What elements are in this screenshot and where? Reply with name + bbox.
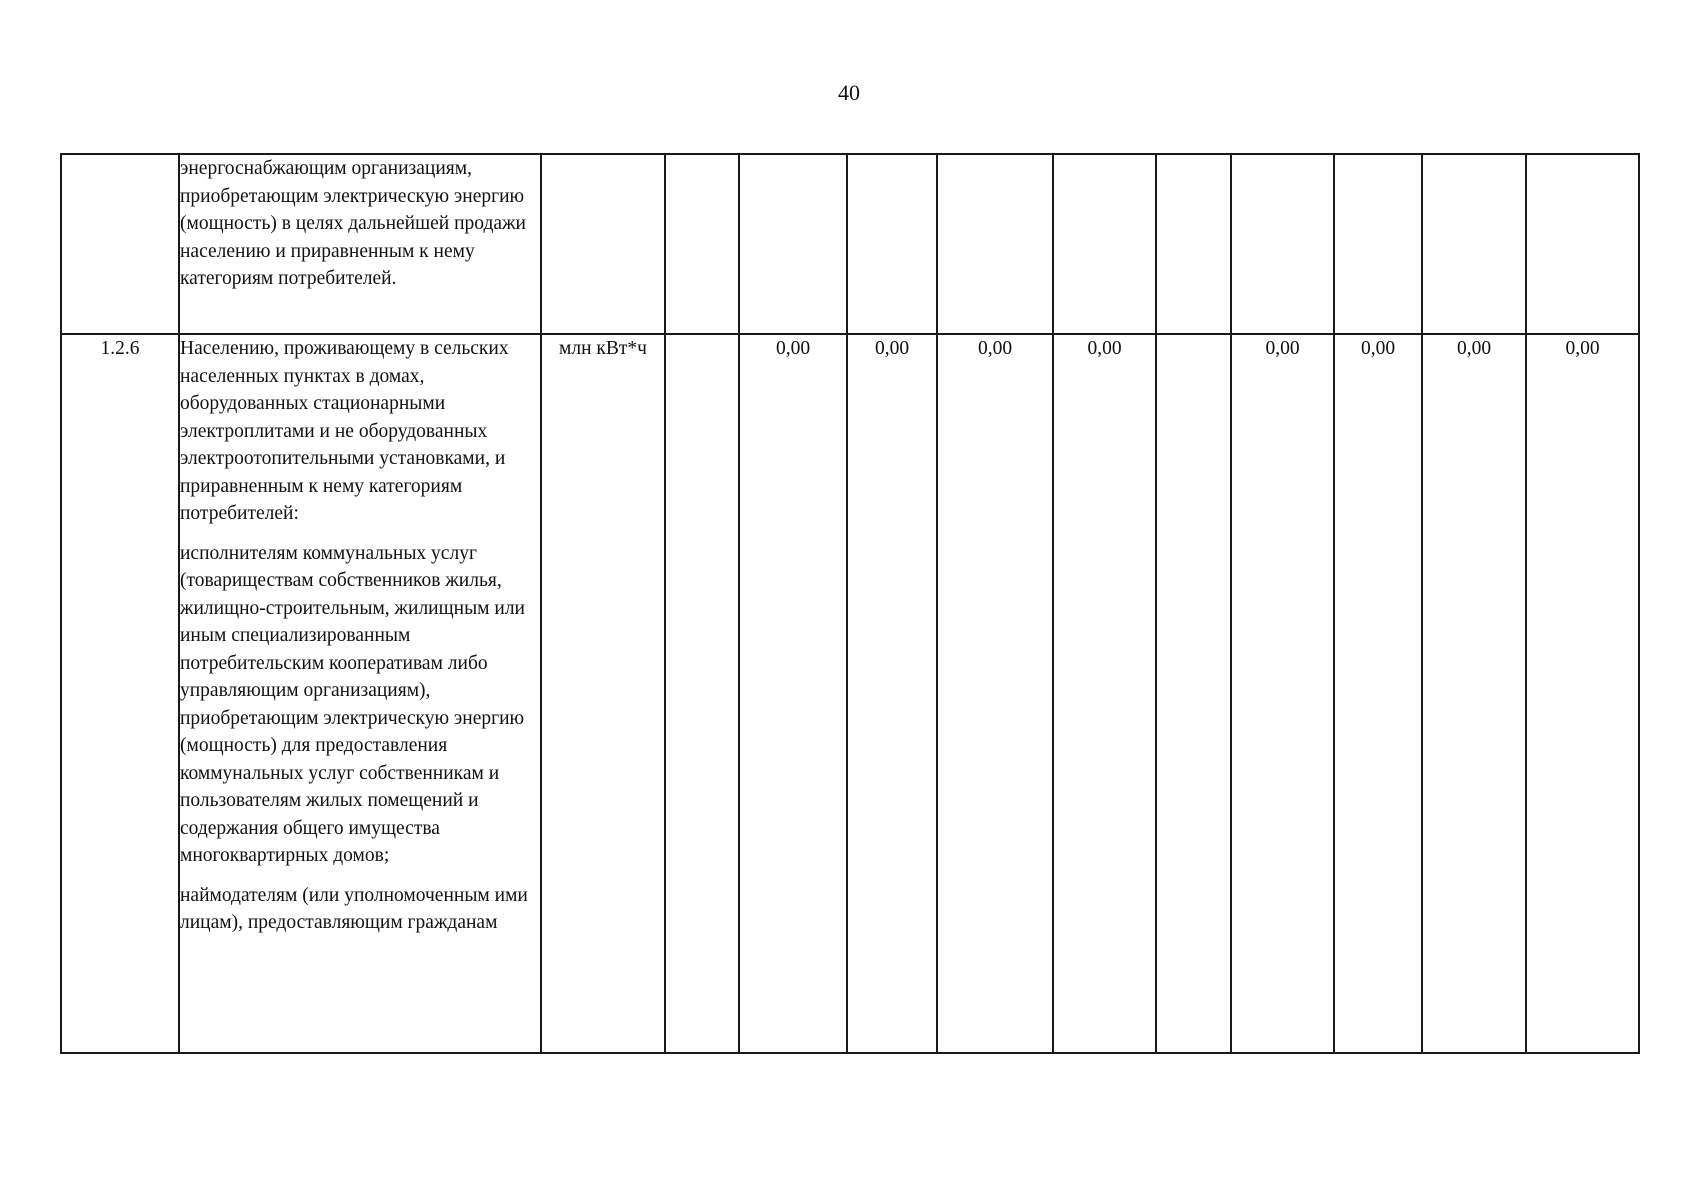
table-row <box>61 334 1639 1053</box>
description-paragraph: Населению, проживающему в сельских населенных пунктах в домах, оборудованных стационарными электроплитами и не оборудованных электроотопительными установками, и приравненным к нему категориям потребителей: <box>180 338 509 524</box>
value-cell-4 <box>937 154 1053 334</box>
value-cell-9: 0,00 <box>1422 334 1526 1053</box>
value-cell-7 <box>1231 154 1334 334</box>
value-cell-3 <box>847 154 937 334</box>
value-cell-4: 0,00 <box>937 334 1053 1053</box>
description-paragraph: наймодателям (или уполномоченным ими лицам), предоставляющим гражданам <box>180 884 528 933</box>
data-table <box>60 153 1640 1054</box>
value-cell-1 <box>665 154 739 334</box>
description-paragraph: исполнителям коммунальных услуг (товариществам собственников жилья, жилищно-строительным, жилищным или иным специализированным потребительским кооперативам либо управляющим организациям), приобретающим электрическую энергию (мощность) для предоставления коммунальных услуг собственникам и пользователям жилых помещений и содержания общего имущества многоквартирных домов; <box>180 542 525 866</box>
value-cell-2 <box>739 154 847 334</box>
value-cell-6 <box>1156 334 1231 1053</box>
value-cell-5: 0,00 <box>1053 334 1156 1053</box>
value-cell-6 <box>1156 154 1231 334</box>
table-row <box>61 154 1639 334</box>
value-cell-9 <box>1422 154 1526 334</box>
value-cell-2: 0,00 <box>739 334 847 1053</box>
value-cell-5 <box>1053 154 1156 334</box>
unit-cell <box>541 154 665 334</box>
value-cell-7: 0,00 <box>1231 334 1334 1053</box>
row-number-cell: 1.2.6 <box>61 334 179 1053</box>
value-cell-10 <box>1526 154 1639 334</box>
unit-cell: млн кВт*ч <box>541 334 665 1053</box>
value-cell-3: 0,00 <box>847 334 937 1053</box>
page-number: 40 <box>838 80 860 105</box>
row-description-cell <box>179 334 541 1053</box>
row-number-cell <box>61 154 179 334</box>
description-paragraph: энергоснабжающим организациям, приобретающим электрическую энергию (мощность) в целях дальнейшей продажи населению и приравненным к нему категориям потребителей. <box>180 158 526 289</box>
row-description-cell <box>179 154 541 334</box>
value-cell-8 <box>1334 154 1422 334</box>
value-cell-8: 0,00 <box>1334 334 1422 1053</box>
value-cell-10: 0,00 <box>1526 334 1639 1053</box>
value-cell-1 <box>665 334 739 1053</box>
